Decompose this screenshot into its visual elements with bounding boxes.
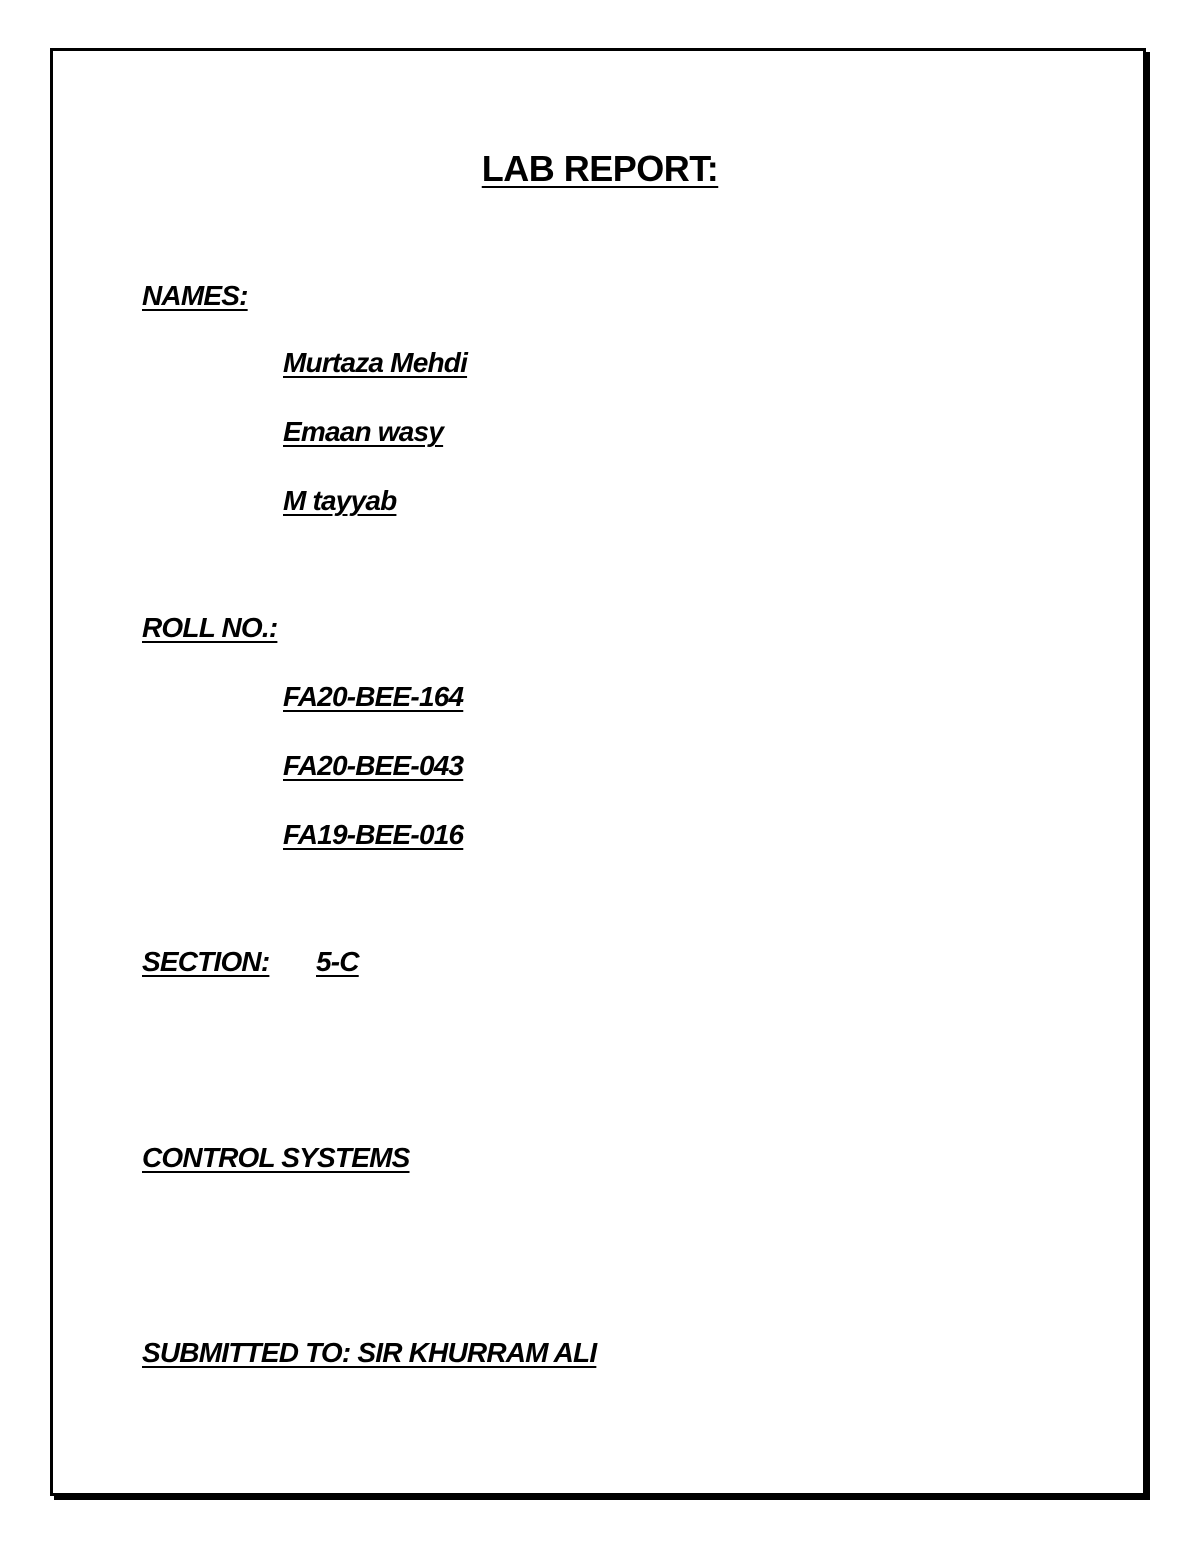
name-item: M tayyab (283, 485, 397, 516)
section-label: SECTION: (142, 946, 270, 977)
roll-no-item: FA20-BEE-043 (283, 750, 464, 781)
submitted-to: SUBMITTED TO: SIR KHURRAM ALI (142, 1337, 597, 1368)
name-item: Murtaza Mehdi (283, 347, 468, 378)
name-item: Emaan wasy (283, 416, 444, 447)
page-border (50, 48, 1146, 1496)
section-value: 5-C (316, 946, 359, 977)
roll-no-label: ROLL NO.: (142, 612, 278, 643)
names-label: NAMES: (142, 280, 248, 311)
roll-no-item: FA19-BEE-016 (283, 819, 464, 850)
page-title (0, 148, 1200, 190)
title-text: LAB REPORT: (481, 148, 719, 189)
roll-no-item: FA20-BEE-164 (283, 681, 464, 712)
course-name: CONTROL SYSTEMS (142, 1142, 410, 1173)
